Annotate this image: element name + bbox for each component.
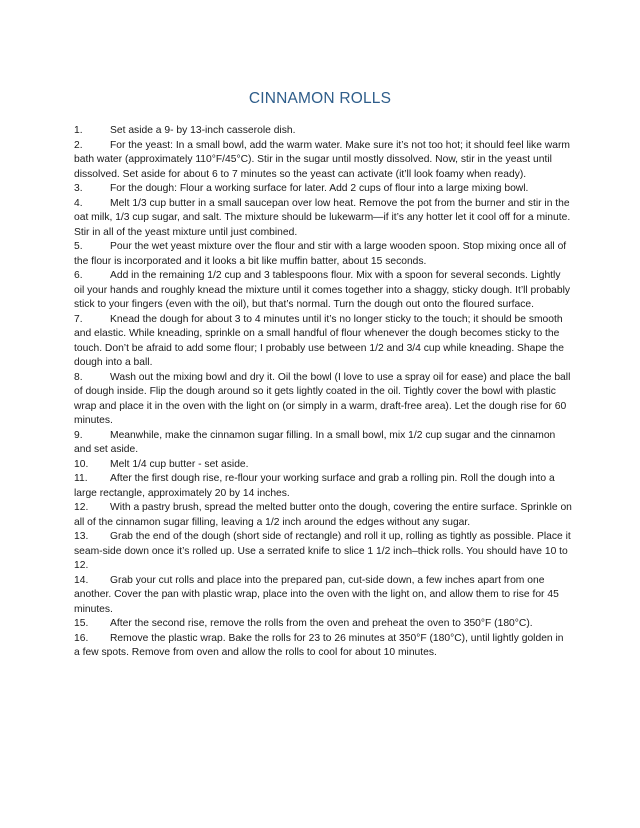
step-text: With a pastry brush, spread the melted butter onto the dough, covering the entire surface. Sprinkle on all of the cinnamon sugar filling, leaving a 1/2 inch around the edges without any sugar. xyxy=(74,502,572,528)
recipe-step xyxy=(74,458,572,473)
step-number: 3. xyxy=(74,183,83,194)
step-text: For the yeast: In a small bowl, add the warm water. Make sure it’s not too hot; it should feel like warm bath water (approximately 110°F/45°C). Stir in the sugar until mostly dissolved. Now, stir in the yeast until dissolved. Set aside for about 6 to 7 minutes so the yeast can activate (it’ll look foamy when ready). xyxy=(74,139,570,180)
step-text: Meanwhile, make the cinnamon sugar filling. In a small bowl, mix 1/2 cup sugar and the cinnamon and set aside. xyxy=(74,429,556,455)
recipe-step xyxy=(74,124,572,139)
recipe-step xyxy=(74,197,572,241)
step-text: After the second rise, remove the rolls from the oven and preheat the oven to 350°F (180°C). xyxy=(110,618,533,629)
step-text: Wash out the mixing bowl and dry it. Oil the bowl (I love to use a spray oil for ease) and place the ball of dough inside. Flip the dough around so it gets lightly coated in the oil. Tightly cover the bowl with plastic wrap and place it in the oven with the light on (or simply in a warm, draft-free area). Let the dough rise for 60 minutes. xyxy=(74,371,571,426)
step-text: Pour the wet yeast mixture over the flour and stir with a large wooden spoon. Stop mixing once all of the flour is incorporated and it looks a bit like muffin batter, about 15 seconds. xyxy=(74,241,567,267)
recipe-step xyxy=(74,269,572,313)
step-number: 9. xyxy=(74,429,83,441)
page-title: CINNAMON ROLLS xyxy=(248,90,392,107)
step-text: Grab your cut rolls and place into the prepared pan, cut-side down, a few inches apart from one another. Cover the pan with plastic wrap, place into the oven with the light on, and allow them to rise for 45 minutes. xyxy=(74,574,559,615)
step-text: Set aside a 9- by 13-inch casserole dish. xyxy=(110,125,296,136)
recipe-step xyxy=(74,574,572,618)
recipe-step xyxy=(74,501,572,530)
recipe-step xyxy=(74,371,572,429)
step-number: 8. xyxy=(74,371,83,383)
step-text: After the first dough rise, re-flour your working surface and grab a rolling pin. Roll the dough into a large rectangle, approximately 20 by 14 inches. xyxy=(74,473,555,499)
recipe-step xyxy=(74,617,572,632)
step-number: 14. xyxy=(74,574,89,586)
step-number: 6. xyxy=(74,270,83,281)
step-number: 11. xyxy=(74,473,88,484)
recipe-step xyxy=(74,472,572,501)
step-number: 4. xyxy=(74,197,83,209)
step-text: Melt 1/4 cup butter - set aside. xyxy=(110,458,249,470)
step-number: 13. xyxy=(74,531,89,542)
step-text: Melt 1/3 cup butter in a small saucepan over low heat. Remove the pot from the burner and stir in the oat milk, 1/3 cup sugar, and salt. The mixture should be lukewarm—if it’s any hotter let it cool off for a minute. Stir in all of the yeast mixture until just combined. xyxy=(74,197,571,238)
step-number: 15. xyxy=(74,618,89,629)
step-number: 7. xyxy=(74,313,83,325)
step-text: Grab the end of the dough (short side of rectangle) and roll it up, rolling as tightly as possible. Place it seam-side down once it’s rolled up. Use a serrated knife to slice 1 1/2 inch–thick rolls. You should have 10 to 12. xyxy=(74,531,571,571)
step-number: 12. xyxy=(74,502,89,513)
step-text: Remove the plastic wrap. Bake the rolls for 23 to 26 minutes at 350°F (180°C), until lightly golden in a few spots. Remove from oven and allow the rolls to cool for about 10 minutes. xyxy=(74,632,564,658)
recipe-step xyxy=(74,139,572,183)
step-number: 1. xyxy=(74,125,83,136)
step-number: 5. xyxy=(74,241,83,252)
recipe-steps-list xyxy=(74,124,572,661)
recipe-step xyxy=(74,240,572,269)
step-text: Add in the remaining 1/2 cup and 3 tablespoons flour. Mix with a spoon for several seconds. Lightly oil your hands and roughly knead the mixture until it comes together into a shaggy, sticky dough. It’ll probably stick to your fingers (even with the oil), but that’s normal. Turn the dough out onto the floured surface. xyxy=(74,270,571,310)
step-number: 16. xyxy=(74,632,89,644)
recipe-step xyxy=(74,632,572,661)
recipe-step xyxy=(74,313,572,371)
step-number: 2. xyxy=(74,139,83,151)
recipe-step xyxy=(74,530,572,574)
step-number: 10. xyxy=(74,458,89,470)
step-text: For the dough: Flour a working surface for later. Add 2 cups of flour into a large mixing bowl. xyxy=(110,183,529,194)
recipe-step xyxy=(74,182,572,197)
recipe-step xyxy=(74,429,572,458)
step-text: Knead the dough for about 3 to 4 minutes until it’s no longer sticky to the touch; it should be smooth and elastic. While kneading, sprinkle on a small handful of flour whenever the dough becomes sticky to the touch. Don’t be afraid to add some flour; I probably use between 1/2 and 3/4 cup while kneading. Shape the dough into a ball. xyxy=(74,313,565,368)
